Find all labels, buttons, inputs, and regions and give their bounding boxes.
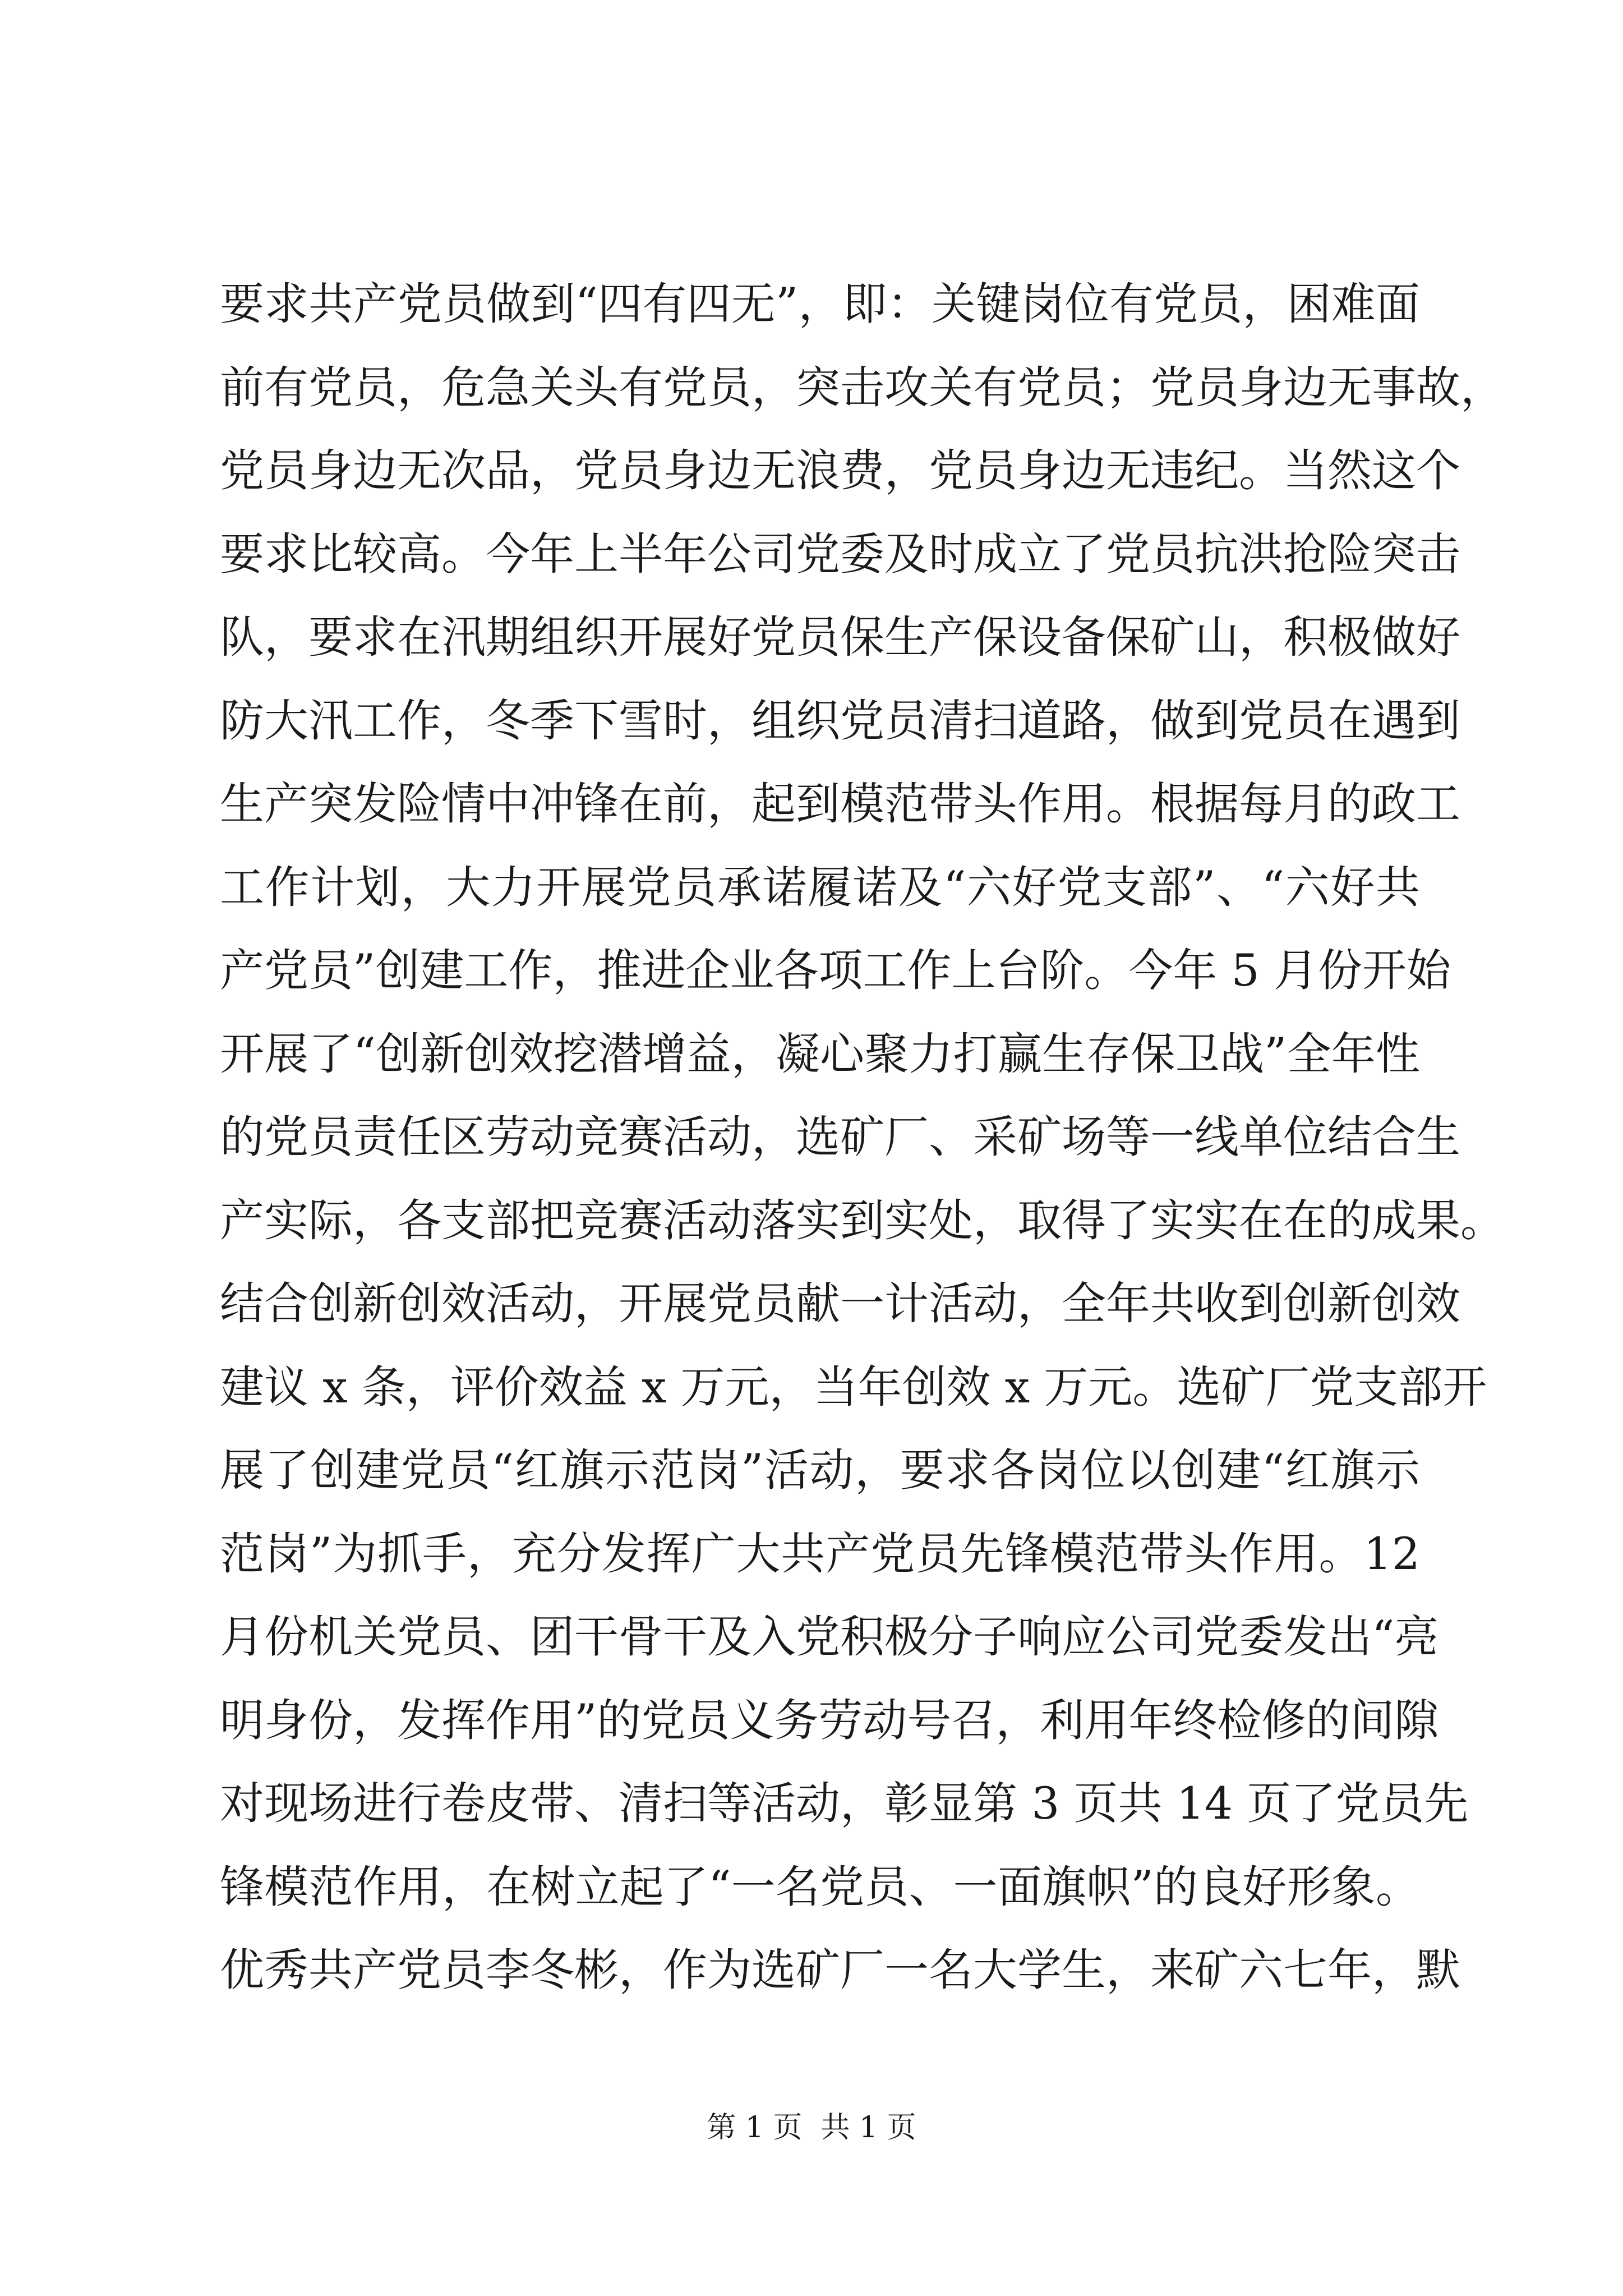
text-line: 防大汛工作，冬季下雪时，组织党员清扫道路，做到党员在遇到: [220, 694, 1460, 747]
text-line: 月份机关党员、团干骨干及入党积极分子响应公司党委发出“亮: [220, 1611, 1439, 1663]
text-line: 工作计划，大力开展党员承诺履诺及“六好党支部”、“六好共: [220, 861, 1420, 913]
text-line: 锋模范作用，在树立起了“一名党员、一面旗帜”的良好形象。: [220, 1861, 1420, 1913]
text-line: 生产突发险情中冲锋在前，起到模范带头作用。根据每月的政工: [220, 778, 1460, 830]
text-line: 优秀共产党员李冬彬，作为选矿厂一名大学生，来矿六七年，默: [220, 1944, 1460, 1996]
text-line: 产党员”创建工作，推进企业各项工作上台阶。今年 5 月份开始: [220, 945, 1451, 996]
text-line: 建议 x 条，评价效益 x 万元，当年创效 x 万元。选矿厂党支部开: [220, 1361, 1487, 1413]
text-line: 结合创新创效活动，开展党员献一计活动，全年共收到创新创效: [220, 1278, 1460, 1329]
text-line: 党员身边无次品，党员身边无浪费，党员身边无违纪。当然这个: [220, 445, 1460, 496]
text-line: 要求共产党员做到“四有四无”，即：关键岗位有党员，困难面: [220, 278, 1420, 330]
text-line: 对现场进行卷皮带、清扫等活动，彰显第 3 页共 14 页了党员先: [220, 1778, 1469, 1829]
text-line: 的党员责任区劳动竞赛活动，选矿厂、采矿场等一线单位结合生: [220, 1111, 1460, 1163]
body-text: [220, 263, 1505, 2012]
text-line: 要求比较高。今年上半年公司党委及时成立了党员抗洪抢险突击: [220, 528, 1460, 580]
page-footer: 第 1 页 共 1 页: [707, 2111, 916, 2145]
text-line: 队，要求在汛期组织开展好党员保生产保设备保矿山，积极做好: [220, 611, 1460, 663]
text-line: 前有党员，危急关头有党员，突击攻关有党员；党员身边无事故，: [220, 361, 1505, 413]
text-line: 明身份，发挥作用”的党员义务劳动号召，利用年终检修的间隙: [220, 1694, 1439, 1746]
text-line: 产实际，各支部把竞赛活动落实到实处，取得了实实在在的成果。: [220, 1194, 1505, 1246]
text-line: 范岗”为抓手，充分发挥广大共产党员先锋模范带头作用。12: [220, 1527, 1420, 1580]
text-line: 开展了“创新创效挖潜增益，凝心聚力打赢生存保卫战”全年性: [220, 1028, 1420, 1080]
text-line: 展了创建党员“红旗示范岗”活动，要求各岗位以创建“红旗示: [220, 1444, 1420, 1496]
